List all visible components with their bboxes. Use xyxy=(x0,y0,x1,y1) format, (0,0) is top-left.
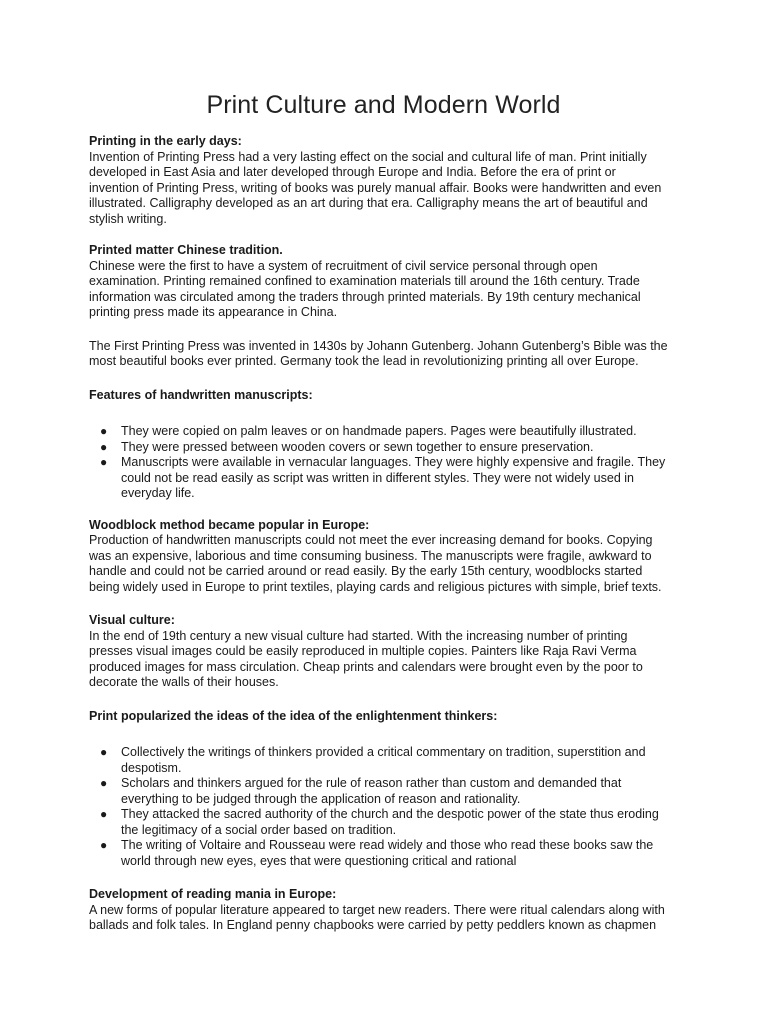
section-paragraph: The First Printing Press was invented in 1430s by Johann Gutenberg. Johann Gutenberg’s Bible was the most beautiful books ever printed. Germany took the lead in revolutionizing printing all over Europe. xyxy=(89,338,668,368)
list-item-text: They attacked the sacred authority of the church and the despotic power of the state thus eroding the legitimacy of a social order based on tradition. xyxy=(121,807,659,837)
bullet-icon: ● xyxy=(100,838,108,852)
list-item xyxy=(100,455,668,502)
section-heading: Print popularized the ideas of the idea of the enlightenment thinkers: xyxy=(89,708,498,723)
section-early-days xyxy=(89,134,668,227)
list-item-text: They were pressed between wooden covers or sewn together to ensure preservation. xyxy=(121,439,594,454)
section-reading-mania xyxy=(89,887,668,934)
list-item xyxy=(100,745,668,776)
section-heading: Features of handwritten manuscripts: xyxy=(89,387,313,402)
list-item xyxy=(100,838,668,869)
list-item-text: Collectively the writings of thinkers provided a critical commentary on tradition, superstition and despotism. xyxy=(121,745,646,775)
list-item xyxy=(100,776,668,807)
section-gutenberg xyxy=(89,339,668,370)
section-visual-culture xyxy=(89,613,668,691)
list-item-text: They were copied on palm leaves or on handmade papers. Pages were beautifully illustrated. xyxy=(121,424,637,438)
bullet-icon: ● xyxy=(100,424,108,438)
list-item-text: The writing of Voltaire and Rousseau were read widely and those who read these books saw the world through new eyes, eyes that were questioning critical and rational xyxy=(121,838,654,868)
list-item-text: Manuscripts were available in vernacular languages. They were highly expensive and fragile. They could not be read easily as script was written in different styles. They were not widely used in everyday life. xyxy=(121,455,666,500)
section-paragraph: Invention of Printing Press had a very lasting effect on the social and cultural life of man. Print initially developed in East Asia and later developed through Europe and India. Before the era of print or invention of Printing Press, writing of books was purely manual affair. Books were handwritten and even illustrated. Calligraphy developed as an art during that era. Calligraphy means the art of beautiful and stylish writing. xyxy=(89,149,662,226)
section-heading: Printed matter Chinese tradition. xyxy=(89,243,283,257)
bullet-icon: ● xyxy=(100,455,108,469)
section-heading: Woodblock method became popular in Europe: xyxy=(89,517,370,532)
section-heading: Visual culture: xyxy=(89,613,175,627)
section-paragraph: A new forms of popular literature appeared to target new readers. There were ritual calendars along with ballads and folk tales. In England penny chapbooks were carried by petty peddlers known as chapmen xyxy=(89,902,665,932)
section-heading: Development of reading mania in Europe: xyxy=(89,887,337,901)
list-item xyxy=(100,807,668,838)
bullet-icon: ● xyxy=(100,439,108,454)
list-item-text: Scholars and thinkers argued for the rule of reason rather than custom and demanded that everything to be judged through the application of reason and rationality. xyxy=(121,776,622,806)
section-paragraph: Production of handwritten manuscripts could not meet the ever increasing demand for books. Copying was an expensive, laborious and time consuming business. The manuscripts were fragile, awkward to handle and could not be carried around or read easily. By the early 15th century, woodblocks started being widely used in Europe to print textiles, playing cards and religious pictures with simple, brief texts. xyxy=(89,533,662,594)
page-title: Print Culture and Modern World xyxy=(206,91,561,119)
bullet-icon: ● xyxy=(100,745,108,759)
bullet-list xyxy=(89,745,668,869)
section-heading: Printing in the early days: xyxy=(89,134,242,148)
section-paragraph: Chinese were the first to have a system of recruitment of civil service personal through open examination. Printing remained confined to examination materials till around the 16th century. Trade information was circulated among the traders through printed materials. By 19th century mechanical printing press made its appearance in China. xyxy=(89,258,641,319)
bullet-icon: ● xyxy=(100,776,108,790)
section-woodblock xyxy=(89,518,668,596)
section-chinese-tradition xyxy=(89,243,668,321)
section-enlightenment xyxy=(89,709,668,870)
section-paragraph: In the end of 19th century a new visual culture had started. With the increasing number of printing presses visual images could be easily reproduced in multiple copies. Painters like Raja Ravi Verma produced images for mass circulation. Cheap prints and calendars were brought even by the poor to decorate the walls of their houses. xyxy=(89,628,643,689)
list-item xyxy=(100,439,668,456)
section-manuscripts xyxy=(89,388,668,502)
bullet-icon: ● xyxy=(100,807,108,821)
list-item xyxy=(100,424,668,440)
bullet-list xyxy=(89,424,668,502)
